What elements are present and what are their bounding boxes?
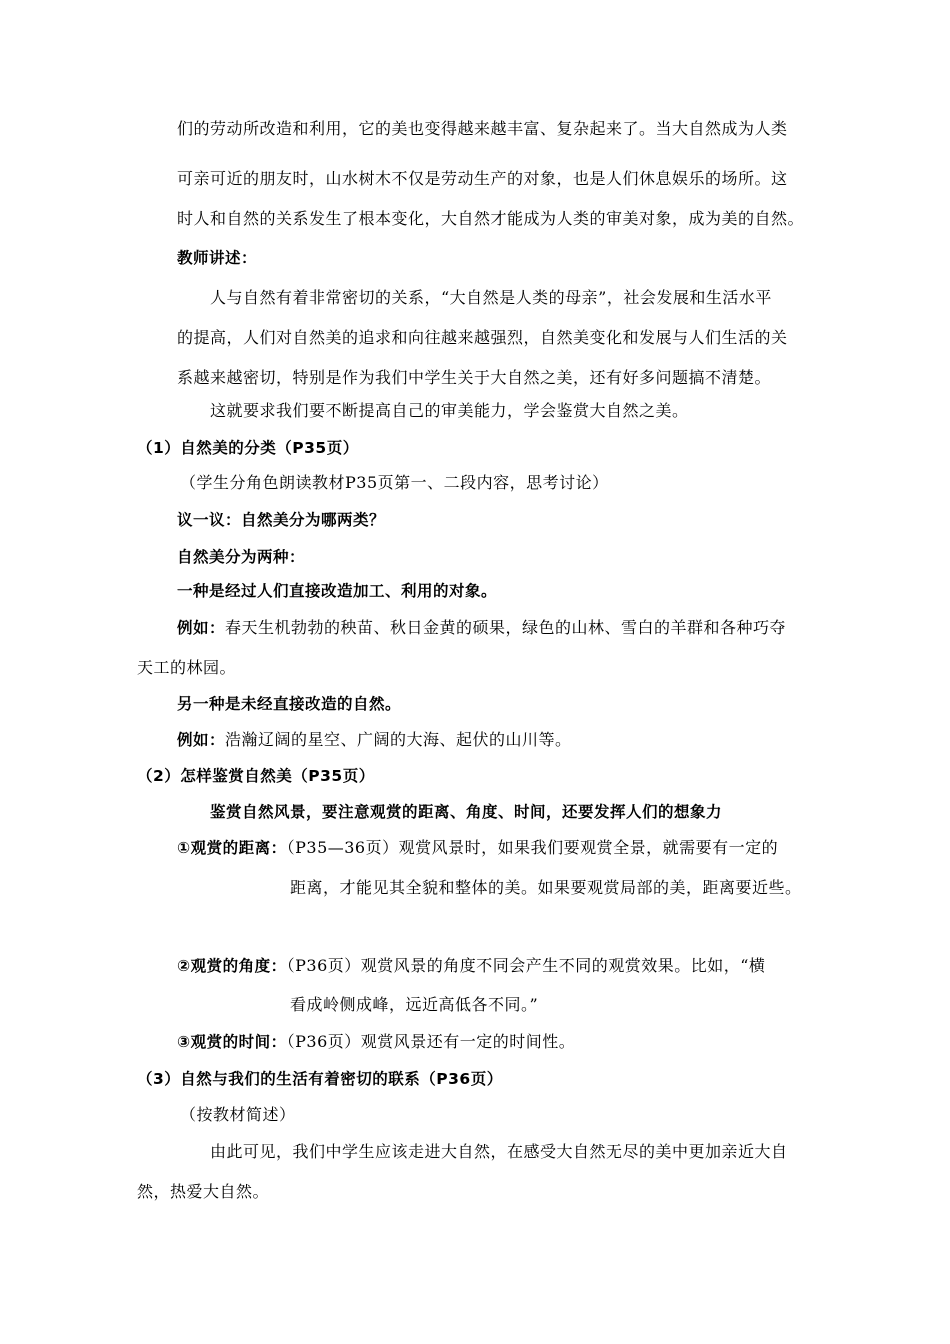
list-item-text: （P36页）观赏风景还有一定的时间性。	[286, 1032, 576, 1051]
paragraph-line: 们的劳动所改造和利用，它的美也变得越来越丰富、复杂起来了。当大自然成为人类	[177, 119, 788, 138]
list-item-continuation: 看成岭侧成峰，远近高低各不同。”	[290, 995, 539, 1014]
paragraph-line: 人与自然有着非常密切的关系，“大自然是人类的母亲”，社会发展和生活水平	[210, 288, 772, 307]
section-heading-1: （1）自然美的分类（P35页）	[137, 439, 359, 457]
teacher-heading: 教师讲述：	[177, 249, 258, 267]
paragraph-line: 由此可见，我们中学生应该走进大自然，在感受大自然无尽的美中更加亲近大自	[210, 1142, 788, 1161]
list-item	[177, 955, 765, 977]
section-note: （学生分角色朗读教材P35页第一、二段内容，思考讨论）	[180, 473, 609, 492]
example-line	[177, 617, 786, 639]
paragraph-line: 系越来越密切，特别是作为我们中学生关于大自然之美，还有好多问题搞不清楚。	[177, 368, 772, 387]
list-item-label: ①观赏的距离：	[177, 839, 287, 857]
paragraph-line: 时人和自然的关系发生了根本变化，大自然才能成为人类的审美对象，成为美的自然。	[177, 209, 805, 228]
list-item-label: ②观赏的角度：	[177, 957, 287, 975]
section-heading-2: （2）怎样鉴赏自然美（P35页）	[137, 767, 375, 785]
discussion-question: 议一议：自然美分为哪两类？	[177, 511, 386, 529]
subheading: 另一种是未经直接改造的自然。	[177, 695, 402, 713]
section-note: （按教材简述）	[180, 1105, 296, 1124]
example-label: 例如：	[177, 619, 226, 637]
section-intro: 鉴赏自然风景，要注意观赏的距离、角度、时间，还要发挥人们的想象力	[210, 803, 723, 821]
list-item-continuation: 距离，才能见其全貌和整体的美。如果要观赏局部的美，距离要近些。	[290, 878, 802, 897]
example-text: 春天生机勃勃的秧苗、秋日金黄的硕果，绿色的山林、雪白的羊群和各种巧夺	[225, 618, 787, 637]
list-item-text: （P35—36页）观赏风景时，如果我们要观赏全景，就需要有一定的	[286, 838, 779, 857]
example-continuation: 天工的林园。	[137, 658, 237, 677]
list-item	[177, 837, 778, 859]
list-item	[177, 1031, 575, 1053]
section-heading-3: （3）自然与我们的生活有着密切的联系（P36页）	[137, 1070, 503, 1088]
list-item-text: （P36页）观赏风景的角度不同会产生不同的观赏效果。比如，“横	[286, 956, 766, 975]
subheading: 一种是经过人们直接改造加工、利用的对象。	[177, 582, 498, 600]
example-line	[177, 729, 572, 751]
paragraph-line: 这就要求我们要不断提高自己的审美能力，学会鉴赏大自然之美。	[210, 401, 689, 420]
paragraph-line: 然，热爱大自然。	[137, 1182, 270, 1201]
example-label: 例如：	[177, 731, 226, 749]
list-item-label: ③观赏的时间：	[177, 1033, 287, 1051]
example-text: 浩瀚辽阔的星空、广阔的大海、起伏的山川等。	[225, 730, 572, 749]
subheading: 自然美分为两种：	[177, 548, 306, 566]
paragraph-line: 的提高，人们对自然美的追求和向往越来越强烈，自然美变化和发展与人们生活的关	[177, 328, 788, 347]
paragraph-line: 可亲可近的朋友时，山水树木不仅是劳动生产的对象，也是人们休息娱乐的场所。这	[177, 169, 788, 188]
